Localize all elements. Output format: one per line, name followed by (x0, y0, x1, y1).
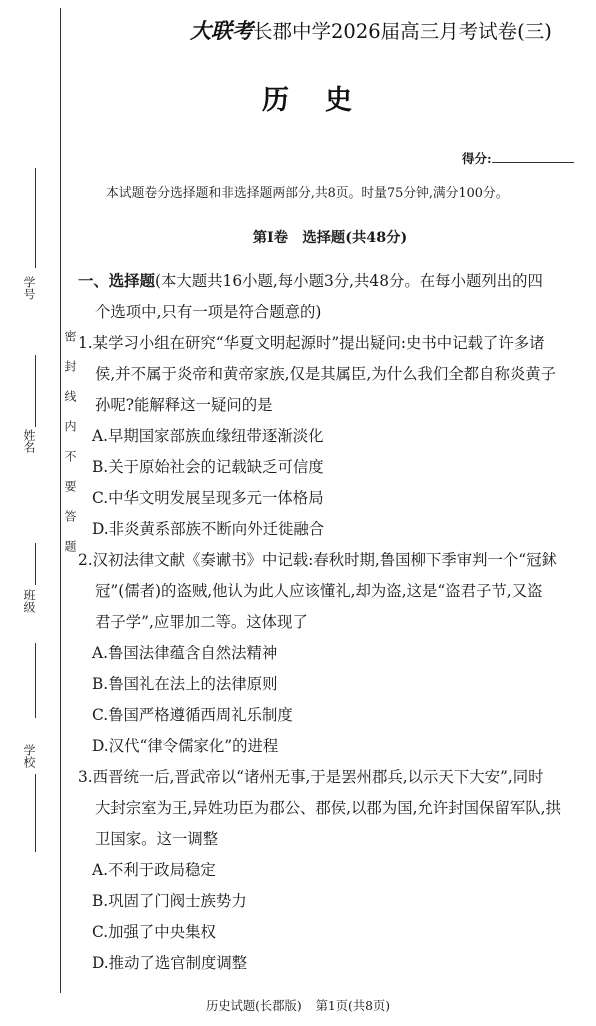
question-stem-line: 2.汉初法律文献《奏谳书》中记载:春秋时期,鲁国柳下季审判一个“冠鉥 (78, 551, 557, 569)
option-c: C.加强了中央集权 (92, 923, 216, 941)
question-stem-line: 3.西晋统一后,晋武帝以“诸州无事,于是罢州郡兵,以示天下大安”,同时 (78, 768, 544, 786)
score-label: 得分: (462, 151, 492, 166)
score-blank[interactable] (492, 148, 574, 163)
option-c: C.鲁国严格遵循西周礼乐制度 (92, 706, 293, 724)
name-field (8, 355, 36, 525)
student-id-label: 学号 (22, 276, 36, 300)
part-heading: 一、选择题 (78, 272, 155, 290)
name-blank[interactable] (35, 355, 36, 427)
class-field (8, 543, 36, 718)
question-stem-line: 孙呢?能解释这一疑问的是 (95, 396, 273, 414)
footer-page-number: 第1页(共8页) (315, 999, 391, 1013)
section-heading: 第Ⅰ卷 选择题(共48分) (252, 230, 408, 246)
student-id-blank[interactable] (35, 168, 36, 268)
question-2 (78, 545, 586, 762)
school-blank[interactable] (35, 774, 36, 852)
part-desc-line2: 个选项中,只有一项是符合题意的) (95, 303, 322, 321)
seal-notice: 密封线内不要答题 (63, 330, 77, 570)
option-b: B.鲁国礼在法上的法律原则 (92, 675, 278, 693)
option-a: A.不利于政局稳定 (92, 861, 216, 879)
brand-logo-text: 大联考 (190, 18, 253, 43)
question-3 (78, 762, 586, 979)
binding-margin (0, 0, 77, 1026)
part-desc-line1: (本大题共16小题,每小题3分,共48分。在每小题列出的四 (154, 272, 543, 290)
footer-paper-name: 历史试题(长郡版) (205, 999, 302, 1013)
question-stem-line: 1.某学习小组在研究“华夏文明起源时”提出疑问:史书中记载了许多诸 (78, 334, 545, 352)
school-label: 学校 (22, 744, 36, 768)
question-stem-line: 冠”(儒者)的盗贼,他认为此人应该懂礼,却为盗,这是“盗君子节,又盗 (95, 582, 543, 600)
question-1 (78, 328, 586, 545)
class-label: 班级 (22, 589, 36, 613)
class-blank[interactable] (35, 543, 36, 585)
exam-title (190, 16, 590, 46)
option-b: B.巩固了门阀士族势力 (92, 892, 247, 910)
option-d: D.推动了选官制度调整 (92, 954, 248, 972)
score-field (462, 148, 574, 169)
option-c: C.中华文明发展呈现多元一体格局 (92, 489, 324, 507)
binding-line (60, 8, 61, 993)
option-b: B.关于原始社会的记载缺乏可信度 (92, 458, 324, 476)
question-stem-line: 侯,并不属于炎帝和黄帝家族,仅是其属臣,为什么我们全都自称炎黄子 (95, 365, 557, 383)
subject-title: 历史 (262, 85, 388, 116)
questions-area (78, 266, 586, 979)
option-d: D.非炎黄系部族不断向外迁徙融合 (92, 520, 325, 538)
option-d: D.汉代“律令儒家化”的进程 (92, 737, 279, 755)
part-heading-line (78, 266, 586, 297)
question-stem-line: 卫国家。这一调整 (95, 830, 219, 848)
name-label: 姓名 (22, 429, 36, 453)
page-footer (0, 996, 596, 1016)
school-field (8, 740, 36, 840)
option-a: A.早期国家部族血缘纽带逐渐淡化 (92, 427, 324, 445)
exam-title-text: 长郡中学2026届高三月考试卷(三) (253, 20, 552, 43)
intro-text: 本试题卷分选择题和非选择题两部分,共8页。时量75分钟,满分100分。 (106, 186, 509, 201)
question-stem-line: 大封宗室为王,异姓功臣为郡公、郡侯,以郡为国,允许封国保留军队,拱 (95, 799, 561, 817)
question-stem-line: 君子学”,应罪加二等。这体现了 (95, 613, 308, 631)
option-a: A.鲁国法律蕴含自然法精神 (92, 644, 278, 662)
student-id-field (8, 168, 36, 348)
class-blank-lower[interactable] (35, 643, 36, 718)
